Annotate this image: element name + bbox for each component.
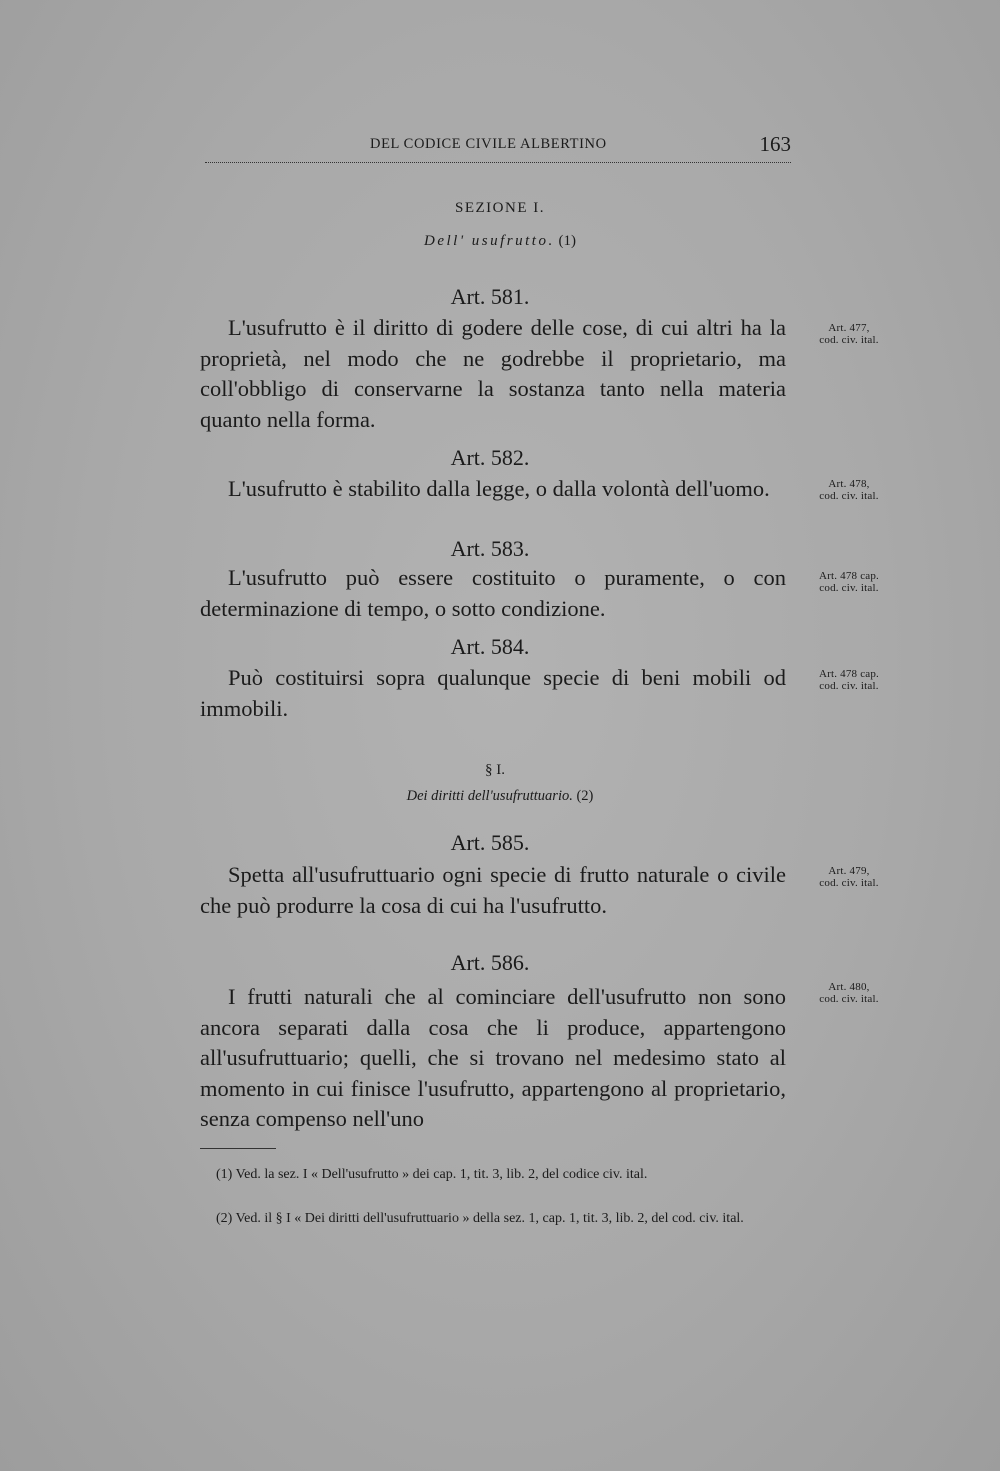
margin-note [796, 323, 902, 346]
article-heading: Art. 586. [450, 950, 530, 975]
margin-note-line: Art. 480, [828, 981, 870, 993]
article-text: Può costituirsi sopra qualunque specie di beni mobili od immobili. [200, 665, 786, 721]
article-heading: Art. 582. [450, 445, 530, 470]
margin-note-line: cod. civ. ital. [819, 992, 879, 1005]
header-rule [205, 162, 791, 163]
running-head [205, 134, 791, 158]
page-number: 163 [759, 132, 791, 156]
footnote: (2) Ved. il § I « Dei diritti dell'usufruttuario » della sez. 1, cap. 1, tit. 3, lib. 2, del cod. civ. ital. [216, 1211, 744, 1226]
article-text: L'usufrutto può essere costituito o puramente, o con determinazione di tempo, o sotto condizione. [200, 565, 786, 621]
footnote-rule [200, 1148, 276, 1149]
article-text: I frutti naturali che al cominciare dell'usufrutto non sono ancora separati dalla cosa che li produce, appartengono all'usufruttuario; quelli, che si trovano nel medesimo stato al momento in cui finisce l'usufrutto, appartengono al proprietario, senza compenso nell'uno [200, 984, 786, 1132]
section-subtitle [0, 233, 1000, 250]
footnote-ref: (1) [558, 233, 576, 249]
footnote: (1) Ved. la sez. I « Dell'usufrutto » dei cap. 1, tit. 3, lib. 2, del codice civ. ital. [216, 1167, 648, 1182]
margin-note [796, 669, 902, 692]
margin-note-line: Art. 478 cap. [818, 668, 880, 680]
article-text: L'usufrutto è stabilito dalla legge, o dalla volontà dell'uomo. [228, 476, 770, 501]
article-text: Spetta all'usufruttuario ogni specie di frutto naturale o civile che può produrre la cosa di cui ha l'usufrutto. [200, 862, 786, 918]
margin-note [796, 571, 902, 594]
margin-note-line: Art. 478, [828, 478, 870, 490]
running-title: DEL CODICE CIVILE ALBERTINO [370, 136, 607, 152]
article-heading: Art. 583. [450, 536, 530, 561]
margin-note-line: cod. civ. ital. [819, 489, 879, 502]
margin-note-line: cod. civ. ital. [819, 581, 879, 594]
subsection-title [0, 788, 1000, 805]
margin-note [796, 479, 902, 502]
margin-note-line: cod. civ. ital. [819, 679, 879, 692]
article-heading: Art. 584. [450, 634, 530, 659]
margin-note [796, 982, 902, 1005]
margin-note [796, 866, 902, 889]
section-subtitle-text: Dell' usufrutto. [424, 233, 555, 249]
margin-note-line: Art. 479, [828, 865, 870, 877]
margin-note-line: cod. civ. ital. [819, 876, 879, 889]
footnote-ref: (2) [576, 788, 594, 804]
subsection-mark: § I. [485, 762, 505, 778]
margin-note-line: cod. civ. ital. [819, 333, 879, 346]
article-heading: Art. 585. [450, 830, 530, 855]
article-heading: Art. 581. [450, 284, 530, 309]
subsection-title-text: Dei diritti dell'usufruttuario. [406, 788, 573, 804]
margin-note-line: Art. 478 cap. [818, 570, 880, 582]
section-title: SEZIONE I. [455, 200, 545, 216]
margin-note-line: Art. 477, [828, 322, 870, 334]
article-text: L'usufrutto è il diritto di godere delle cose, di cui altri ha la proprietà, nel modo che ne godrebbe il proprietario, ma coll'obbligo di conservarne la sostanza tanto nella materia quanto nella forma. [200, 315, 786, 432]
